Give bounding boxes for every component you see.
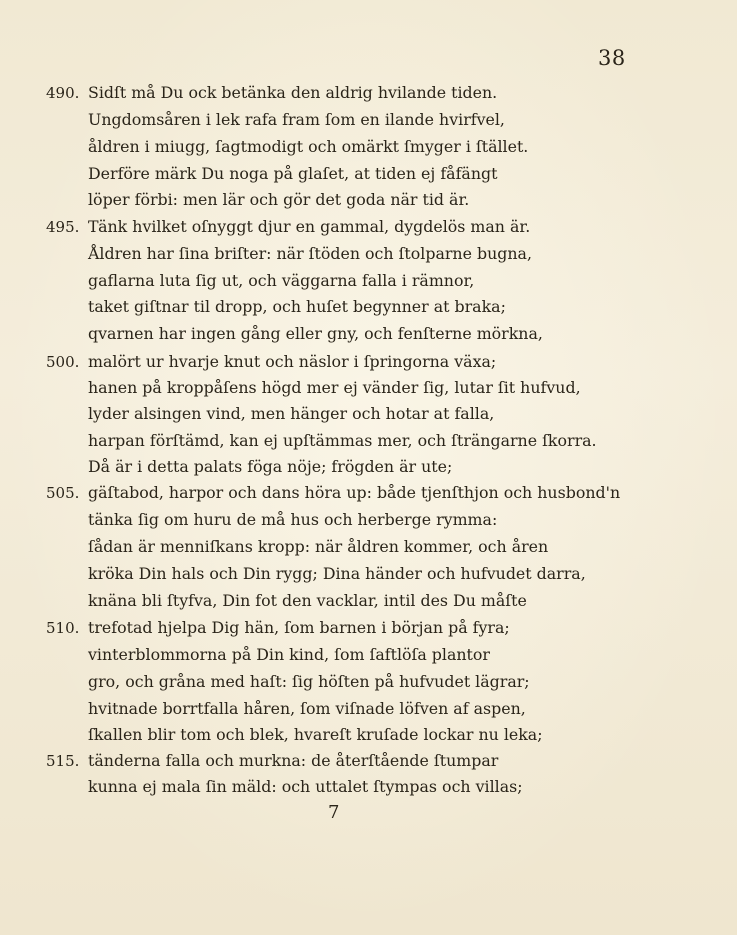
verse-line: tänka ſig om huru de må hus och herberge rymma: (88, 510, 498, 529)
verse-line: kunna ej mala ſin mäld: och uttalet ſtympas och villas; (88, 777, 523, 796)
verse-line: kröka Din hals och Din rygg; Dina händer och hufvudet darra, (88, 564, 586, 583)
line-number-515: 515. (46, 752, 80, 770)
verse-line: åldren i miugg, ſagtmodigt och omärkt ſmyger i ſtället. (88, 137, 529, 156)
verse-line: Då är i detta palats föga nöje; frögden är ute; (88, 457, 453, 476)
verse-line: hvitnade borrtfalla håren, ſom viſnade löfven af aspen, (88, 699, 526, 718)
verse-line: Derföre märk Du noga på glaſet, at tiden ej fåfängt (88, 164, 498, 183)
verse-line: hanen på kroppåſens högd mer ej vänder ſig, lutar ſit hufvud, (88, 378, 581, 397)
verse-line: taket giſtnar til dropp, och huſet begynner at braka; (88, 297, 506, 316)
verse-line: malört ur hvarje knut och näslor i ſpringorna växa; (88, 352, 497, 371)
verse-line: qvarnen har ingen gång eller gny, och fenſterne mörkna, (88, 324, 543, 343)
verse-line: gaflarna luta ſig ut, och väggarna falla i rämnor, (88, 271, 475, 290)
verse-line: gäſtabod, harpor och dans höra up: både tjenſthjon och husbond'n (88, 483, 621, 502)
verse-line: Åldren har ſina briſter: när ſtöden och ſtolparne bugna, (88, 244, 532, 263)
page-number: 38 (598, 46, 626, 70)
verse-line: ſkallen blir tom och blek, hvareſt kruſade lockar nu leka; (88, 725, 543, 744)
signature-mark: 7 (328, 802, 340, 823)
verse-line: Ungdomsåren i lek rafa fram ſom en ilande hvirfvel, (88, 110, 505, 129)
verse-line: tänderna falla och murkna: de återſtående ſtumpar (88, 751, 499, 770)
verse-line: Tänk hvilket oſnyggt djur en gammal, dygdelös man är. (88, 217, 531, 236)
verse-line: Sidſt må Du ock betänka den aldrig hvilande tiden. (88, 83, 498, 102)
verse-line: trefotad hjelpa Dig hän, ſom barnen i början på fyra; (88, 618, 510, 637)
verse-line: gro, och gråna med haſt: ſig höſten på hufvudet lägrar; (88, 672, 530, 691)
line-number-510: 510. (46, 619, 80, 637)
line-number-490: 490. (46, 84, 80, 102)
verse-line: ſådan är menniſkans kropp: när åldren kommer, och åren (88, 537, 549, 556)
verse-line: harpan förſtämd, kan ej upſtämmas mer, och ſträngarne ſkorra. (88, 431, 597, 450)
verse-line: löper förbi: men lär och gör det goda när tid är. (88, 190, 470, 209)
verse-line: lyder alsingen vind, men hänger och hotar at falla, (88, 404, 495, 423)
verse-line: knäna bli ſtyfva, Din fot den vacklar, intil des Du måſte (88, 591, 527, 610)
verse-line: vinterblommorna på Din kind, ſom ſaftlöſa plantor (88, 645, 490, 664)
line-number-505: 505. (46, 484, 80, 502)
line-number-495: 495. (46, 218, 80, 236)
line-number-500: 500. (46, 353, 80, 371)
